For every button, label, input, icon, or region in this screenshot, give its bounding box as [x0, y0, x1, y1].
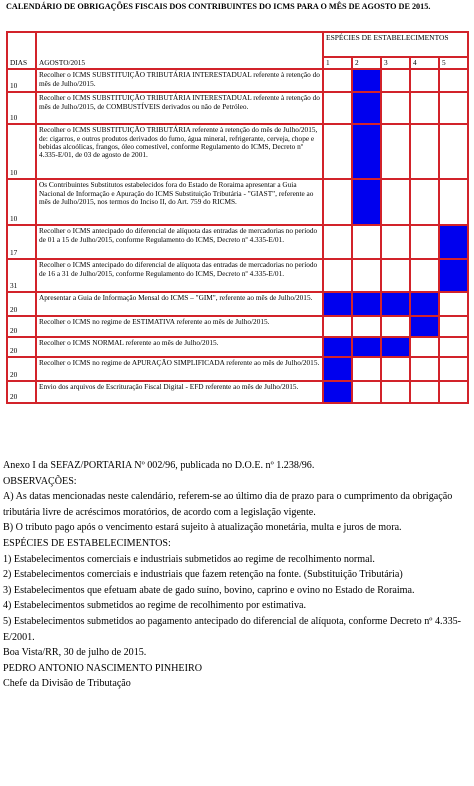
- row-obligation-text: Recolher o ICMS antecipado do diferencial de alíquota das entradas de mercadorias no período de 16 a 31 de Julho/2015, conforme Regulamento do ICMS, Decreto nº 4.335-E/01.: [36, 259, 323, 292]
- species-3-marker-empty: [381, 357, 410, 381]
- species-2-marker-filled: [352, 124, 381, 179]
- species-heading: ESPÉCIES DE ESTABELECIMENTOS:: [3, 537, 171, 549]
- species-1-marker-filled: [323, 357, 352, 381]
- species-3-marker-empty: [381, 69, 410, 92]
- row-day: 20: [7, 381, 36, 403]
- species-4-marker-empty: [410, 357, 439, 381]
- row-obligation-text: Recolher o ICMS no regime de ESTIMATIVA referente ao mês de Julho/2015.: [36, 316, 323, 337]
- row-obligation-text: Apresentar a Guia de Informação Mensal do ICMS – "GIM", referente ao mês de Julho/2015.: [36, 292, 323, 316]
- row-obligation-text: Os Contribuintes Substitutos estabelecidos fora do Estado de Roraima apresentar a Guia Nacional de Informação e Apuração do ICMS Substituição Tributária - "GIAST", referente ao mês de Julho/2015, nos termos do Inciso II, do Art. 759 do RICMS.: [36, 179, 323, 225]
- species-3-marker-empty: [381, 92, 410, 124]
- row-day: 10: [7, 124, 36, 179]
- species-4-marker-empty: [410, 337, 439, 357]
- row-obligation-text: Recolher o ICMS SUBSTITUIÇÃO TRIBUTÁRIA INTERESTADUAL referente à retenção do mês de Julho/2015.: [36, 69, 323, 92]
- species-2-marker-empty: [352, 316, 381, 337]
- notes-section: [3, 458, 471, 692]
- species-3-marker-empty: [381, 259, 410, 292]
- species-5-marker-filled: [439, 225, 468, 259]
- species-1-marker-empty: [323, 316, 352, 337]
- row-obligation-text: Recolher o ICMS antecipado do diferencial de alíquota das entradas de mercadorias no período de 01 a 15 de Julho/2015, conforme Regulamento do ICMS, Decreto nº 4.335-E/01.: [36, 225, 323, 259]
- species-4-marker-empty: [410, 225, 439, 259]
- species-1-marker-filled: [323, 337, 352, 357]
- calendar-title: CALENDÁRIO DE OBRIGAÇÕES FISCAIS DOS CONTRIBUINTES DO ICMS PARA O MÊS DE AGOSTO DE 2015.: [6, 2, 431, 11]
- calendar-row: [7, 259, 468, 292]
- species-5-marker-empty: [439, 124, 468, 179]
- species-4-marker-filled: [410, 316, 439, 337]
- obligations-calendar-table: [6, 31, 469, 404]
- col-header-dias: DIAS: [7, 32, 36, 69]
- species-4-marker-empty: [410, 69, 439, 92]
- calendar-row: [7, 381, 468, 403]
- calendar-row: [7, 292, 468, 316]
- row-day: 10: [7, 179, 36, 225]
- species-2-marker-empty: [352, 225, 381, 259]
- observation-b: B) O tributo pago após o vencimento estará sujeito à atualização monetária, multa e juros de mora.: [3, 522, 402, 534]
- species-4-marker-empty: [410, 381, 439, 403]
- species-5-marker-empty: [439, 92, 468, 124]
- species-3-marker-empty: [381, 179, 410, 225]
- species-2-marker-filled: [352, 337, 381, 357]
- observation-a: A) As datas mencionadas neste calendário, referem-se ao último dia de prazo para o cumprimento da obrigação tributária livre de acréscimos moratórios, de acordo com a legislação vigente.: [3, 491, 453, 518]
- species-5-marker-empty: [439, 316, 468, 337]
- calendar-row: [7, 179, 468, 225]
- species-3-marker-filled: [381, 292, 410, 316]
- species-1-marker-empty: [323, 69, 352, 92]
- annex-reference: Anexo I da SEFAZ/PORTARIA Nº 002/96, publicada no D.O.E. nº 1.238/96.: [3, 460, 315, 471]
- row-obligation-text: Recolher o ICMS SUBSTITUIÇÃO TRIBUTÁRIA referente à retenção do mês de Julho/2015, de: cigarros, e outros produtos derivados do fumo, água mineral, refrigerante, cerveja, chope e bebidas alcoólicas, frangos, óleo comestível, conforme Regulamento do ICMS, Decreto nº 4.335-E/01, de 03 de agosto de 2001.: [36, 124, 323, 179]
- species-1-marker-filled: [323, 381, 352, 403]
- col-header-period: AGOSTO/2015: [36, 32, 323, 69]
- row-day: 10: [7, 92, 36, 124]
- species-3-marker-empty: [381, 225, 410, 259]
- species-number-2: 2: [352, 57, 381, 69]
- row-day: 17: [7, 225, 36, 259]
- species-4-marker-empty: [410, 124, 439, 179]
- species-item-4: 4) Estabelecimentos submetidos ao regime de recolhimento por estimativa.: [3, 600, 307, 612]
- species-item-3: 3) Estabelecimentos que efetuam abate de gado suíno, bovino, caprino e ovino no Estado de Roraima.: [3, 584, 415, 596]
- species-2-marker-filled: [352, 179, 381, 225]
- species-number-1: 1: [323, 57, 352, 69]
- row-day: 31: [7, 259, 36, 292]
- species-number-3: 3: [381, 57, 410, 69]
- row-day: 20: [7, 357, 36, 381]
- calendar-row: [7, 124, 468, 179]
- species-3-marker-filled: [381, 337, 410, 357]
- row-obligation-text: Recolher o ICMS NORMAL referente ao mês de Julho/2015.: [36, 337, 323, 357]
- species-2-marker-filled: [352, 92, 381, 124]
- species-item-5: 5) Estabelecimentos submetidos ao pagamento antecipado do diferencial de alíquota, conforme Decreto nº 4.335-E/2001.: [3, 615, 462, 643]
- row-obligation-text: Recolher o ICMS no regime de APURAÇÃO SIMPLIFICADA referente ao mês de Julho/2015.: [36, 357, 323, 381]
- species-5-marker-empty: [439, 179, 468, 225]
- species-1-marker-empty: [323, 179, 352, 225]
- species-item-2: 2) Estabelecimentos comerciais e industriais que fazem retenção na fonte. (Substituição Tributária): [3, 569, 403, 581]
- observations-heading: OBSERVAÇÕES:: [3, 475, 77, 487]
- species-3-marker-empty: [381, 124, 410, 179]
- species-4-marker-empty: [410, 259, 439, 292]
- calendar-row: [7, 225, 468, 259]
- row-day: 10: [7, 69, 36, 92]
- species-5-marker-empty: [439, 292, 468, 316]
- row-day: 20: [7, 316, 36, 337]
- signer-name: PEDRO ANTONIO NASCIMENTO PINHEIRO: [3, 662, 202, 674]
- species-5-marker-filled: [439, 259, 468, 292]
- species-1-marker-filled: [323, 292, 352, 316]
- species-1-marker-empty: [323, 124, 352, 179]
- signer-role: Chefe da Divisão de Tributação: [3, 678, 131, 690]
- row-day: 20: [7, 337, 36, 357]
- calendar-row: [7, 357, 468, 381]
- calendar-row: [7, 92, 468, 124]
- row-obligation-text: Envio dos arquivos de Escrituração Fiscal Digital - EFD referente ao mês de Julho/2015.: [36, 381, 323, 403]
- place-date: Boa Vista/RR, 30 de julho de 2015.: [3, 647, 147, 659]
- species-1-marker-empty: [323, 225, 352, 259]
- calendar-row: [7, 69, 468, 92]
- calendar-row: [7, 316, 468, 337]
- species-2-marker-empty: [352, 259, 381, 292]
- species-5-marker-empty: [439, 337, 468, 357]
- species-4-marker-empty: [410, 179, 439, 225]
- col-header-species: ESPÉCIES DE ESTABELECIMENTOS: [323, 32, 468, 57]
- species-2-marker-filled: [352, 69, 381, 92]
- species-2-marker-empty: [352, 381, 381, 403]
- species-5-marker-empty: [439, 69, 468, 92]
- species-5-marker-empty: [439, 357, 468, 381]
- species-3-marker-empty: [381, 316, 410, 337]
- species-2-marker-filled: [352, 292, 381, 316]
- row-obligation-text: Recolher o ICMS SUBSTITUIÇÃO TRIBUTÁRIA INTERESTADUAL referente à retenção do mês de Julho/2015, de COMBUSTÍVEIS derivados ou não de Petróleo.: [36, 92, 323, 124]
- species-3-marker-empty: [381, 381, 410, 403]
- species-item-1: 1) Estabelecimentos comerciais e industriais submetidos ao regime de recolhimento normal.: [3, 553, 375, 565]
- species-2-marker-empty: [352, 357, 381, 381]
- row-day: 20: [7, 292, 36, 316]
- species-4-marker-empty: [410, 92, 439, 124]
- species-1-marker-empty: [323, 92, 352, 124]
- species-number-5: 5: [439, 57, 468, 69]
- species-number-4: 4: [410, 57, 439, 69]
- calendar-row: [7, 337, 468, 357]
- species-5-marker-empty: [439, 381, 468, 403]
- species-4-marker-filled: [410, 292, 439, 316]
- species-1-marker-empty: [323, 259, 352, 292]
